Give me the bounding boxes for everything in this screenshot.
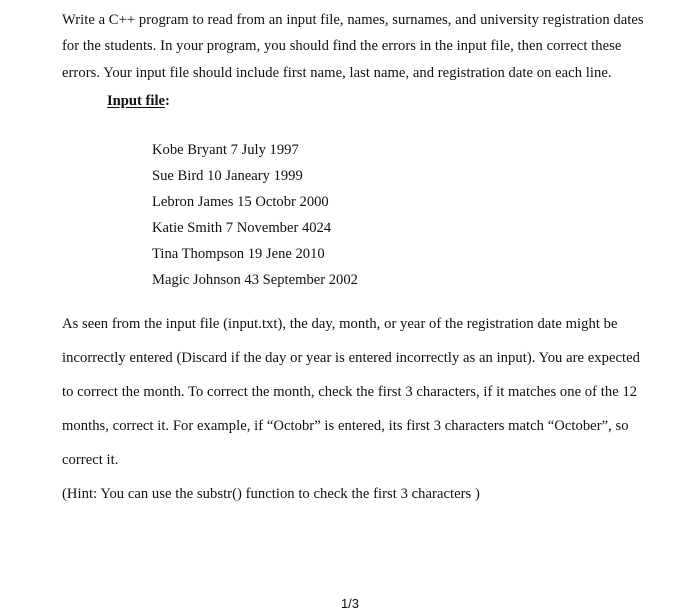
input-entry-1: Kobe Bryant 7 July 1997 xyxy=(152,142,299,158)
page-number: 1/3 xyxy=(340,596,360,611)
input-file-heading-text: Input file xyxy=(107,93,165,109)
input-entry-5: Tina Thompson 19 Jene 2010 xyxy=(152,246,325,262)
hint-text: (Hint: You can use the substr() function to check the first 3 characters ) xyxy=(62,486,480,502)
description-line-4: months, correct it. For example, if “Octobr” is entered, its first 3 characters match “October”, so xyxy=(62,418,629,434)
input-file-heading-colon: : xyxy=(164,93,170,109)
input-entry-3: Lebron James 15 Octobr 2000 xyxy=(152,194,329,210)
description-line-3: to correct the month. To correct the month, check the first 3 characters, if it matches one of the 12 xyxy=(62,384,638,400)
input-entry-4: Katie Smith 7 November 4024 xyxy=(152,220,332,236)
description-line-2: incorrectly entered (Discard if the day or year is entered incorrectly as an input). You are expected xyxy=(62,350,641,366)
description-line-5: correct it. xyxy=(62,452,119,468)
input-entry-6: Magic Johnson 43 September 2002 xyxy=(152,272,358,288)
intro-line-2: for the students. In your program, you should find the errors in the input file, then correct these xyxy=(62,38,622,54)
intro-line-3: errors. Your input file should include first name, last name, and registration date on each line. xyxy=(62,65,612,81)
description-line-1: As seen from the input file (input.txt), the day, month, or year of the registration date might be xyxy=(62,316,618,332)
intro-line-1: Write a C++ program to read from an input file, names, surnames, and university registration dates xyxy=(62,12,644,28)
input-entry-2: Sue Bird 10 Janeary 1999 xyxy=(152,168,303,184)
input-file-heading xyxy=(107,93,170,110)
